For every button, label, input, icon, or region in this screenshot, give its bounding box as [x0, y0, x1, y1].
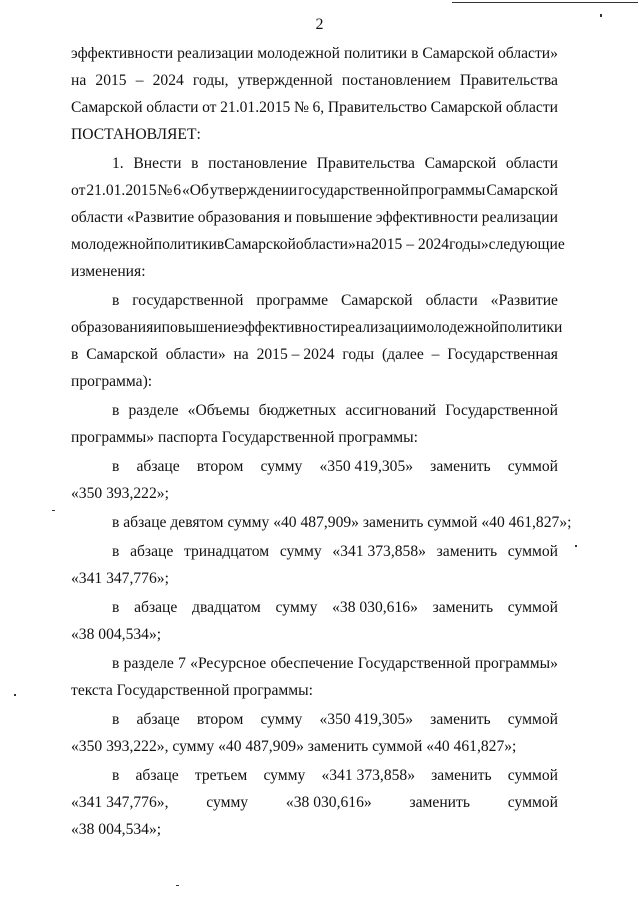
text-word: – [431, 346, 440, 363]
text-word: и [153, 319, 162, 336]
text-word: утвержденной [237, 72, 333, 89]
text-word: в [112, 458, 120, 475]
text-word: «Объемы [187, 402, 250, 419]
text-word: сумму [279, 543, 322, 560]
text-line [71, 368, 558, 395]
text-word: Внести [133, 155, 182, 172]
text-line [71, 538, 558, 565]
text-line [71, 424, 558, 451]
text-word: и [283, 209, 293, 226]
scan-dot [600, 14, 602, 17]
text-word: в [112, 599, 120, 616]
text-word: сумму [260, 458, 303, 475]
text-line [71, 231, 565, 258]
text-word: от [202, 99, 217, 116]
text-word: «350 419,305» [319, 458, 414, 475]
text-word: в [216, 236, 225, 253]
text-word: в [411, 45, 419, 62]
text-word: политики [343, 45, 408, 62]
text-word: эффективности [238, 319, 341, 336]
text-word: реализации [177, 45, 254, 62]
text-line [71, 314, 563, 341]
text-line [71, 650, 558, 677]
text-word: девятом [170, 514, 228, 531]
text-word: № [293, 99, 309, 116]
text-word: заменить [362, 514, 428, 531]
text-word: области [146, 99, 199, 116]
text-word: в [112, 514, 124, 531]
text-word: в [112, 543, 120, 560]
text-word: повышение [295, 209, 373, 226]
text-word: годы [342, 346, 375, 363]
text-word: области» [295, 236, 356, 253]
text-word: области [71, 209, 124, 226]
text-word: «Ресурсное [190, 655, 267, 672]
text-line [71, 287, 558, 314]
text-word: «341 373,858» [321, 767, 415, 784]
text-line [71, 677, 558, 704]
document-body [71, 40, 572, 843]
text-line [71, 94, 558, 121]
text-word: Самарской [224, 236, 296, 253]
text-word: Правительства [459, 72, 558, 89]
text-word: 2015 – 2024 [256, 346, 335, 363]
text-word: сумму [263, 767, 306, 784]
text-word: обеспечение [270, 655, 354, 672]
text-word: абзаце [136, 458, 180, 475]
text-word: тринадцатом [183, 543, 270, 560]
text-word: государственной [298, 182, 410, 199]
text-word: Самарской [71, 99, 143, 116]
text-word: 21.01.2015 [220, 99, 291, 116]
text-word: суммой [507, 458, 558, 475]
text-word: 2024 [152, 72, 184, 89]
text-word: Самарской [430, 99, 503, 116]
text-word: абзаце [136, 711, 180, 728]
text-line [71, 565, 558, 592]
text-word: постановление [208, 155, 308, 172]
text-word: 7 [178, 655, 186, 672]
text-word: «Об [181, 182, 209, 199]
text-word: «Развитие [126, 209, 195, 226]
text-word: в [112, 655, 120, 672]
text-word: на [71, 72, 87, 89]
text-word: (далее [381, 346, 424, 363]
text-word: Государственной [445, 402, 558, 419]
text-word: в [191, 155, 199, 172]
text-word: паспорта [157, 429, 222, 446]
text-word: «40 461,827»; [426, 738, 517, 755]
text-word: сумму [206, 794, 249, 811]
scan-dot [14, 694, 16, 696]
text-word: «Развитие [490, 292, 558, 309]
text-word: программа): [71, 373, 153, 390]
text-word: области [505, 155, 558, 172]
text-word: молодежной [71, 236, 154, 253]
text-line [71, 453, 558, 480]
text-word: 2015 [95, 72, 127, 89]
text-word: втором [196, 458, 244, 475]
text-word: на [233, 346, 249, 363]
text-word: разделе [128, 402, 179, 419]
text-word: разделе [123, 655, 174, 672]
text-line [71, 40, 558, 67]
text-word: № [157, 182, 173, 199]
text-word: программы» [71, 429, 158, 446]
text-word: программы [410, 182, 486, 199]
text-word: сумму [260, 711, 303, 728]
text-line [71, 177, 558, 204]
scan-dot [52, 510, 55, 511]
text-word: Правительства [316, 155, 415, 172]
text-word: Самарской [341, 292, 413, 309]
text-line [71, 341, 558, 368]
text-word: заменить [430, 458, 491, 475]
text-word: сумму [275, 599, 318, 616]
text-word: 6, [312, 99, 325, 116]
text-line [71, 150, 558, 177]
text-word: Самарской [424, 155, 497, 172]
text-line [71, 509, 572, 536]
text-word: программы: [338, 429, 418, 446]
text-word: заменить [430, 711, 491, 728]
text-word: сумму [172, 738, 219, 755]
text-word: государственной [132, 292, 244, 309]
scan-dot [176, 885, 179, 886]
text-word: образования [197, 209, 281, 226]
text-word: суммой [427, 514, 482, 531]
text-word: суммой [507, 711, 558, 728]
text-word: втором [196, 711, 244, 728]
text-word: следующие [488, 236, 565, 253]
text-word: «40 461,827»; [481, 514, 572, 531]
text-word: суммой [372, 738, 427, 755]
text-word: «341 373,858» [332, 543, 426, 560]
text-word: в [71, 346, 79, 363]
text-word: «38 004,534»; [71, 821, 162, 838]
text-word: области [505, 99, 558, 116]
text-word: Государственная [447, 346, 558, 363]
text-word: «341 347,776», [71, 794, 169, 811]
text-word: ассигнований [345, 402, 437, 419]
text-word: Государственной [221, 429, 339, 446]
text-word: повышение [161, 319, 239, 336]
text-word: «38 004,534»; [71, 626, 162, 643]
text-word: эффективности [71, 45, 174, 62]
text-word: в [112, 711, 120, 728]
scan-mark [452, 2, 638, 3]
text-line [71, 594, 558, 621]
text-word: «40 487,909» [218, 738, 308, 755]
text-word: сумму [227, 514, 274, 531]
text-word: заменить [436, 543, 498, 560]
text-word: абзаце [130, 543, 174, 560]
text-word: Самарской [486, 182, 558, 199]
text-word: реализации [340, 319, 417, 336]
text-word: «350 393,222»; [71, 485, 169, 502]
text-word: Государственной [116, 682, 234, 699]
text-word: 1. [112, 155, 124, 172]
text-line [71, 258, 558, 285]
text-word: абзаце [123, 514, 171, 531]
text-word: 2015 – 2024 [371, 236, 450, 253]
text-word: суммой [507, 543, 558, 560]
text-word: области» [498, 45, 558, 62]
text-word: на [355, 236, 372, 253]
text-word: утверждении [209, 182, 298, 199]
text-word: от [71, 182, 86, 199]
text-word: ПОСТАНОВЛЯЕТ: [71, 126, 201, 143]
text-word: «40 487,909» [273, 514, 363, 531]
text-word: абзаце [135, 767, 179, 784]
text-line [71, 789, 558, 816]
text-word: «38 030,616» [285, 794, 372, 811]
page-number: 2 [315, 16, 324, 33]
text-line [71, 480, 558, 507]
text-word: программы» [474, 655, 558, 672]
text-word: годы» [449, 236, 489, 253]
text-word: «341 347,776»; [71, 570, 169, 587]
text-word: – [135, 72, 144, 89]
text-word: суммой [507, 599, 558, 616]
text-word: 6 [173, 182, 182, 199]
text-word: политики [499, 319, 563, 336]
text-word: области [425, 292, 478, 309]
text-word: реализации [481, 209, 558, 226]
text-word: программы: [233, 682, 313, 699]
text-word: абзаце [134, 599, 178, 616]
text-word: заменить [409, 794, 470, 811]
text-word: образования [71, 319, 154, 336]
text-line [71, 733, 558, 760]
text-word: молодежной [257, 45, 340, 62]
text-line [71, 397, 558, 424]
text-word: программе [256, 292, 329, 309]
text-line [71, 121, 558, 148]
text-word: эффективности [375, 209, 479, 226]
text-line [71, 204, 558, 231]
text-word: Правительство [327, 99, 427, 116]
text-word: «350 393,222», [71, 738, 173, 755]
text-word: бюджетных [258, 402, 337, 419]
text-word: текста [71, 682, 117, 699]
text-word: заменить [307, 738, 373, 755]
text-word: области» [165, 346, 226, 363]
text-word: двадцатом [192, 599, 261, 616]
text-line [71, 67, 558, 94]
text-word: в [112, 767, 120, 784]
text-line [71, 706, 558, 733]
text-line [71, 816, 558, 843]
text-word: молодежной [416, 319, 500, 336]
text-word: заменить [431, 767, 492, 784]
text-word: «38 030,616» [332, 599, 418, 616]
text-word: заменить [432, 599, 494, 616]
text-word: суммой [507, 767, 558, 784]
text-word: в [112, 402, 120, 419]
text-word: постановлением [341, 72, 451, 89]
text-word: политики [153, 236, 217, 253]
text-word: суммой [507, 794, 558, 811]
text-word: Государственной [357, 655, 471, 672]
text-word: 21.01.2015 [86, 182, 157, 199]
text-word: в [112, 292, 120, 309]
text-line [71, 762, 558, 789]
text-word: Самарской [422, 45, 495, 62]
text-word: «350 419,305» [319, 711, 414, 728]
text-word: третьем [194, 767, 248, 784]
text-word: годы, [192, 72, 229, 89]
scan-dot [575, 545, 577, 547]
text-word: Самарской [86, 346, 158, 363]
text-line [71, 621, 558, 648]
text-word: изменения: [71, 263, 146, 280]
